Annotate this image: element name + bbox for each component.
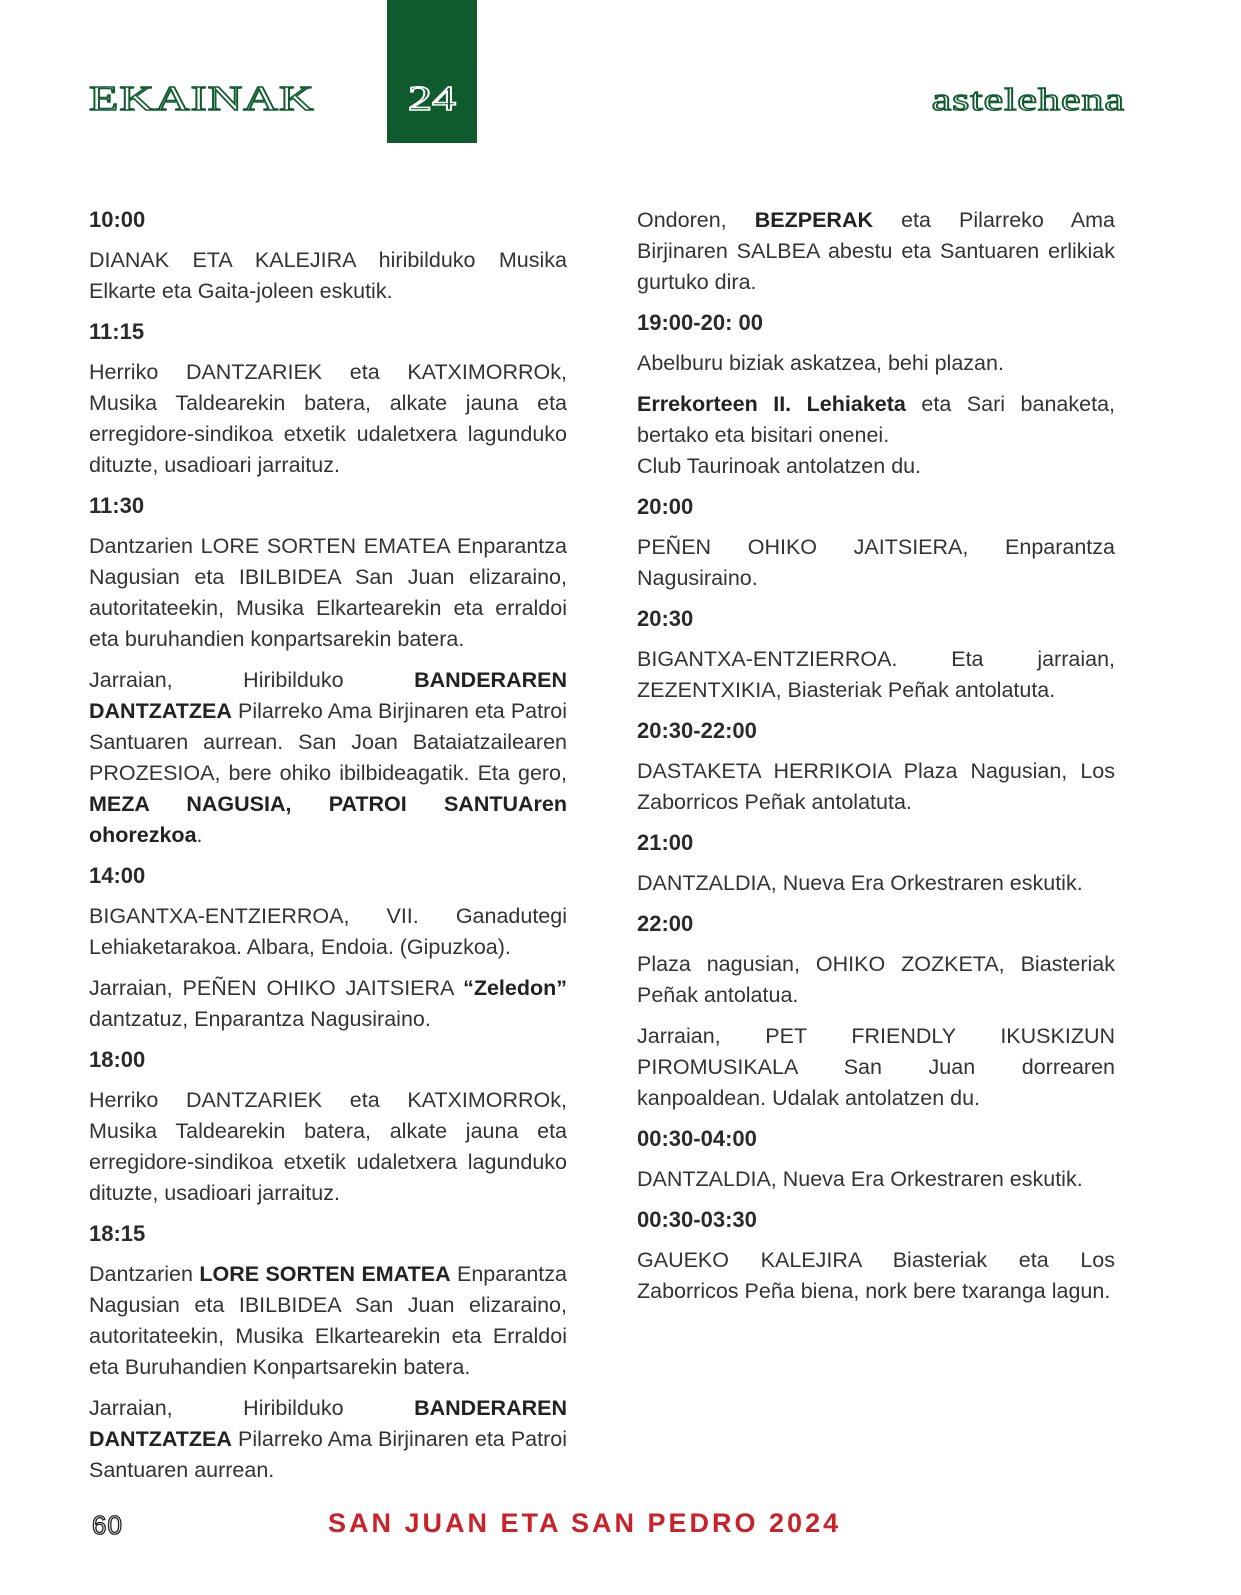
page-header <box>0 0 1241 150</box>
event-description <box>89 531 567 655</box>
text-span: DIANAK ETA KALEJIRA hiribilduko Musika Elkarte eta Gaita-joleen eskutik. <box>89 248 567 303</box>
event-description <box>637 1021 1115 1114</box>
event-description <box>89 901 567 963</box>
event-time: 11:15 <box>89 319 145 344</box>
event-description <box>637 532 1115 594</box>
event-description <box>637 868 1115 899</box>
footer-title: SAN JUAN ETA SAN PEDRO 2024 <box>328 1508 842 1538</box>
text-span: Dantzarien <box>89 1262 200 1286</box>
text-span: DANTZALDIA, Nueva Era Orkestraren eskutik. <box>637 871 1083 895</box>
event-time: 20:30 <box>637 606 694 631</box>
text-span: DANTZALDIA, Nueva Era Orkestraren eskutik. <box>637 1167 1083 1191</box>
event-description <box>637 949 1115 1011</box>
highlight-text: Errekorteen II. Lehiaketa <box>637 392 906 416</box>
event-time: 21:00 <box>637 830 694 855</box>
text-span: BIGANTXA-ENTZIERROA, VII. Ganadutegi Lehiaketarakoa. Albara, Endoia. (Gipuzkoa). <box>89 904 567 959</box>
highlight-text: BANDERAREN DANTZATZEA <box>89 1396 567 1451</box>
text-span: Abelburu biziak askatzea, behi plazan. <box>637 351 1004 375</box>
highlight-text: LORE SORTEN EMATEA <box>199 1262 451 1286</box>
text-span: Pilarreko Ama Birjinaren eta Patroi Santuaren aurrean. <box>89 1427 567 1482</box>
event-description <box>637 348 1115 379</box>
event-description <box>89 1085 567 1209</box>
event-description <box>89 1259 567 1383</box>
page-number: 60 <box>92 1510 123 1540</box>
text-span: . <box>196 823 203 847</box>
day-box <box>387 0 477 143</box>
highlight-text: “Zeledon” <box>463 976 567 1000</box>
text-span: dantzatuz, Enparantza Nagusiraino. <box>89 1007 431 1031</box>
highlight-text: BANDERAREN DANTZATZEA <box>89 668 567 723</box>
text-span: Pilarreko Ama Birjinaren eta Patroi Santuaren aurrean. San Joan Bataiatzailearen PROZESIOA, bere ohiko ibilbideagatik. Eta gero, <box>89 699 567 785</box>
event-time: 14:00 <box>89 863 146 888</box>
event-description <box>89 1393 567 1486</box>
highlight-text: BEZPERAK <box>754 208 873 232</box>
right-column <box>637 205 1115 1317</box>
text-span: DASTAKETA HERRIKOIA Plaza Nagusian, Los Zaborricos Peñak antolatuta. <box>637 759 1115 814</box>
left-column <box>89 205 567 1496</box>
event-time: 20:30-22:00 <box>637 718 757 743</box>
text-span: PEÑEN OHIKO JAITSIERA, Enparantza Nagusiraino. <box>637 535 1115 590</box>
event-description <box>89 973 567 1035</box>
event-time: 11:30 <box>89 493 145 518</box>
event-description <box>637 1164 1115 1195</box>
event-description <box>637 756 1115 818</box>
event-time: 18:15 <box>89 1221 146 1246</box>
event-time: 00:30-03:30 <box>637 1207 757 1232</box>
event-time: 20:00 <box>637 494 694 519</box>
event-description <box>89 665 567 851</box>
text-span: Jarraian, PET FRIENDLY IKUSKIZUN PIROMUSIKALA San Juan dorrearen kanpoaldean. Udalak antolatzen du. <box>637 1024 1115 1110</box>
text-span: Ondoren, <box>637 208 755 232</box>
text-span: Dantzarien LORE SORTEN EMATEA Enparantza Nagusian eta IBILBIDEA San Juan elizaraino, autoritateekin, Musika Elkartearekin eta erraldoi eta buruhandien konpartsarekin batera. <box>89 534 567 651</box>
text-span: Jarraian, Hiribilduko <box>89 1396 415 1420</box>
event-description <box>637 389 1115 451</box>
text-span: Plaza nagusian, OHIKO ZOZKETA, Biasteriak Peñak antolatua. <box>637 952 1115 1007</box>
event-time: 10:00 <box>89 207 146 232</box>
text-span: Enparantza Nagusian eta IBILBIDEA San Juan elizaraino, autoritateekin, Musika Elkartearekin eta Erraldoi eta Buruhandien Konpartsarekin batera. <box>89 1262 567 1379</box>
text-span: Jarraian, PEÑEN OHIKO JAITSIERA <box>89 976 464 1000</box>
event-time: 00:30-04:00 <box>637 1126 757 1151</box>
event-description <box>637 205 1115 298</box>
text-span: eta Sari banaketa, bertako eta bisitari onenei. <box>637 392 1116 447</box>
event-time: 18:00 <box>89 1047 146 1072</box>
day-number: 24 <box>408 79 456 118</box>
weekday-title: astelehena <box>931 81 1125 118</box>
event-description <box>89 357 567 481</box>
text-span: BIGANTXA-ENTZIERROA. Eta jarraian, ZEZENTXIKIA, Biasteriak Peñak antolatuta. <box>637 647 1115 702</box>
month-title: EKAINAK <box>89 79 315 118</box>
text-span: eta Pilarreko Ama Birjinaren SALBEA abestu eta Santuaren erlikiak gurtuko dira. <box>637 208 1115 294</box>
event-description <box>637 644 1115 706</box>
text-span: Herriko DANTZARIEK eta KATXIMORROk, Musika Taldearekin batera, alkate jauna eta erregidore-sindikoa etxetik udaletxera lagunduko dituzte, usadioari jarraituz. <box>89 1088 567 1205</box>
text-span: Jarraian, Hiribilduko <box>89 668 415 692</box>
text-span: GAUEKO KALEJIRA Biasteriak eta Los Zaborricos Peña biena, nork bere txaranga lagun. <box>637 1248 1115 1303</box>
highlight-text: MEZA NAGUSIA, PATROI SANTUAren ohorezkoa <box>89 792 567 847</box>
event-description <box>637 1245 1115 1307</box>
event-time: 22:00 <box>637 911 694 936</box>
text-span: Club Taurinoak antolatzen du. <box>637 454 922 478</box>
text-span: Herriko DANTZARIEK eta KATXIMORROk, Musika Taldearekin batera, alkate jauna eta erregidore-sindikoa etxetik udaletxera lagunduko dituzte, usadioari jarraituz. <box>89 360 567 477</box>
event-description <box>89 245 567 307</box>
event-time: 19:00-20: 00 <box>637 310 763 335</box>
event-description <box>637 451 1115 482</box>
